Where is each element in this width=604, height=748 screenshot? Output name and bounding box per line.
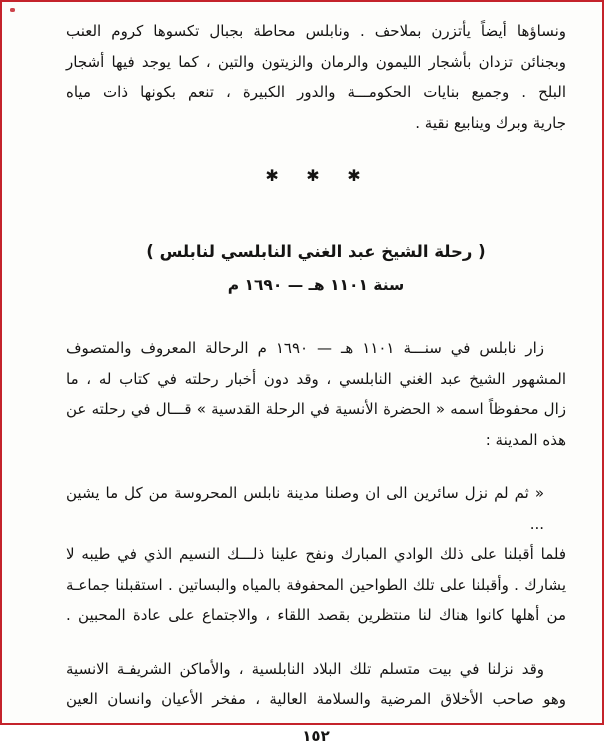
section-heading-date: سنة ١١٠١ هـ — ١٦٩٠ م — [227, 276, 405, 294]
paragraph-intro — [66, 333, 566, 455]
text-line: البلح . وجميع بنايات الحكومـــة والدور الكبيرة ، تنعم بكونها ذات مياه — [66, 83, 566, 101]
page-number: ١٥٢ — [302, 726, 330, 745]
section-heading-title: ( رحلة الشيخ عبد الغني النابلسي لنابلس ) — [146, 242, 486, 261]
paragraph-closing — [66, 654, 566, 715]
paragraph-city-description — [66, 16, 566, 138]
scan-speck-artifact — [10, 8, 15, 12]
text-line: زار نابلس في سنـــة ١١٠١ هـ — ١٦٩٠ م الرحالة المعروف والمتصوف — [66, 339, 545, 357]
text-line: « ثم لم نزل سائرين الى ان وصلنا مدينة نابلس المحروسة من كل ما يشين ... — [66, 484, 544, 533]
text-line: ونساؤها أيضاً يأتزرن بملاحف . ونابلس محاطة بجبال تكسوها كروم العنب — [66, 22, 566, 40]
text-line: فلما أقبلنا على ذلك الوادي المبارك ونفح علينا ذلـــك النسيم الذي في طيبه لا — [66, 545, 566, 563]
text-line: هذه المدينة : — [485, 430, 566, 449]
text-line: جارية وبرك وينابيع نقية . — [415, 113, 566, 132]
text-line: وهو صاحب الأخلاق المرضية والسلامة العالية ، مفخر الأعيان وانسان العين — [66, 690, 566, 708]
section-separator-stars: ✱ ✱ ✱ — [265, 166, 367, 185]
text-line: من أهلها كانوا هناك لنا منتظرين بقصد اللقاء ، والاجتماع على عادة المحبين . — [66, 606, 566, 624]
text-line: زال محفوظاً اسمه « الحضرة الأنسية في الرحلة القدسية » قـــال في رحلته عن — [66, 400, 566, 418]
paragraph-quotation — [66, 478, 566, 631]
text-line: يشارك . وأقبلنا على تلك الطواحين المحفوفة بالمياه والبساتين . استقبلنا جماعـة — [66, 575, 566, 594]
text-line: وبجنائن تزدان بأشجار الليمون والرمان والزيتون والتين ، كما يوجد فيها أشجار — [66, 52, 566, 71]
text-line: المشهور الشيخ عبد الغني النابلسي ، وقد دون أخبار رحلته في كتاب له ، ما — [66, 369, 566, 388]
text-line: وقد نزلنا في بيت متسلم تلك البلاد النابلسية ، والأماكن الشريفـة الانسية — [66, 659, 544, 678]
